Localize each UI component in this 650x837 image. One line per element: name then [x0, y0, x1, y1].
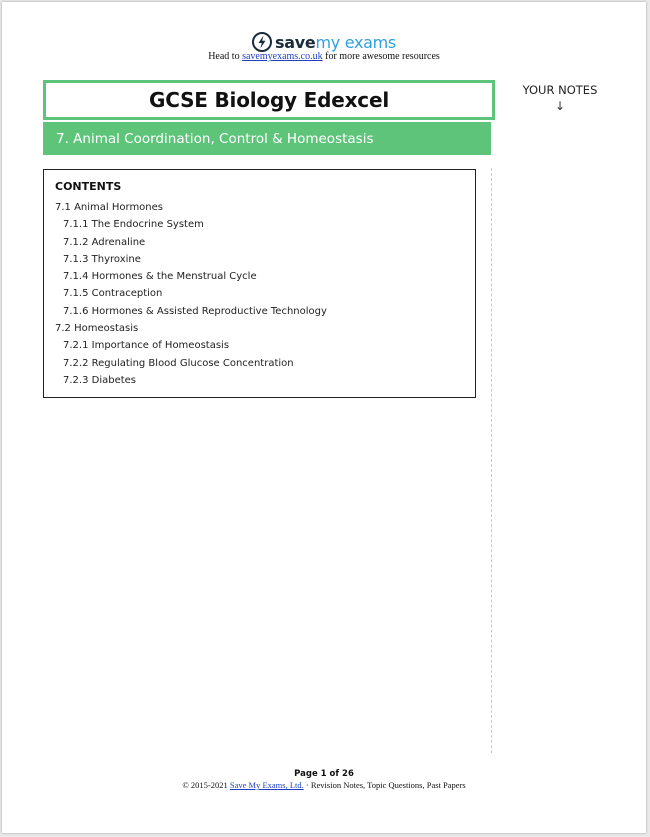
- logo-exams-text: my exams: [315, 32, 396, 52]
- contents-item-7-1-3[interactable]: 7.1.3 Thyroxine: [63, 253, 141, 265]
- logo-save-text: save: [275, 32, 316, 52]
- contents-box: [43, 169, 476, 398]
- contents-item-7-2-1[interactable]: 7.2.1 Importance of Homeostasis: [63, 340, 230, 352]
- page-number: Page 1 of 26: [294, 769, 354, 779]
- topic-title: 7. Animal Coordination, Control & Homeostasis: [56, 130, 374, 147]
- topic-banner: [43, 122, 491, 155]
- contents-item-7-1-2[interactable]: 7.1.2 Adrenaline: [63, 236, 146, 248]
- copyright-suffix: · Revision Notes, Topic Questions, Past Papers: [303, 780, 466, 790]
- logo-wordmark: [275, 33, 396, 52]
- title-box: [43, 80, 495, 120]
- contents-section-7-1[interactable]: 7.1 Animal Hormones: [55, 202, 163, 213]
- contents-heading: CONTENTS: [55, 180, 122, 193]
- arrow-down-icon: ↓: [554, 99, 566, 113]
- copyright-prefix: © 2015-2021: [182, 780, 230, 790]
- lightning-bolt-circle-icon: [252, 32, 272, 52]
- your-notes-label: YOUR NOTES: [522, 83, 598, 97]
- notes-divider: [491, 168, 492, 753]
- head-to-prefix: Head to: [208, 51, 243, 62]
- contents-section-7-2[interactable]: 7.2 Homeostasis: [55, 323, 139, 335]
- site-link[interactable]: savemyexams.co.uk: [242, 51, 323, 62]
- document-page: [2, 2, 646, 833]
- contents-item-7-1-6[interactable]: 7.1.6 Hormones & Assisted Reproductive Technology: [63, 305, 327, 317]
- contents-item-7-1-1[interactable]: 7.1.1 The Endocrine System: [63, 219, 204, 231]
- company-link[interactable]: Save My Exams, Ltd.: [229, 780, 304, 790]
- copyright-line: [2, 780, 646, 790]
- head-to-suffix: for more awesome resources: [322, 51, 440, 62]
- document-title: GCSE Biology Edexcel: [149, 88, 389, 112]
- save-my-exams-logo[interactable]: [2, 32, 646, 52]
- contents-item-7-2-3[interactable]: 7.2.3 Diabetes: [63, 374, 137, 386]
- contents-item-7-2-2[interactable]: 7.2.2 Regulating Blood Glucose Concentration: [63, 357, 294, 369]
- head-to-line: [2, 51, 646, 62]
- contents-item-7-1-4[interactable]: 7.1.4 Hormones & the Menstrual Cycle: [63, 271, 257, 283]
- contents-item-7-1-5[interactable]: 7.1.5 Contraception: [63, 288, 163, 300]
